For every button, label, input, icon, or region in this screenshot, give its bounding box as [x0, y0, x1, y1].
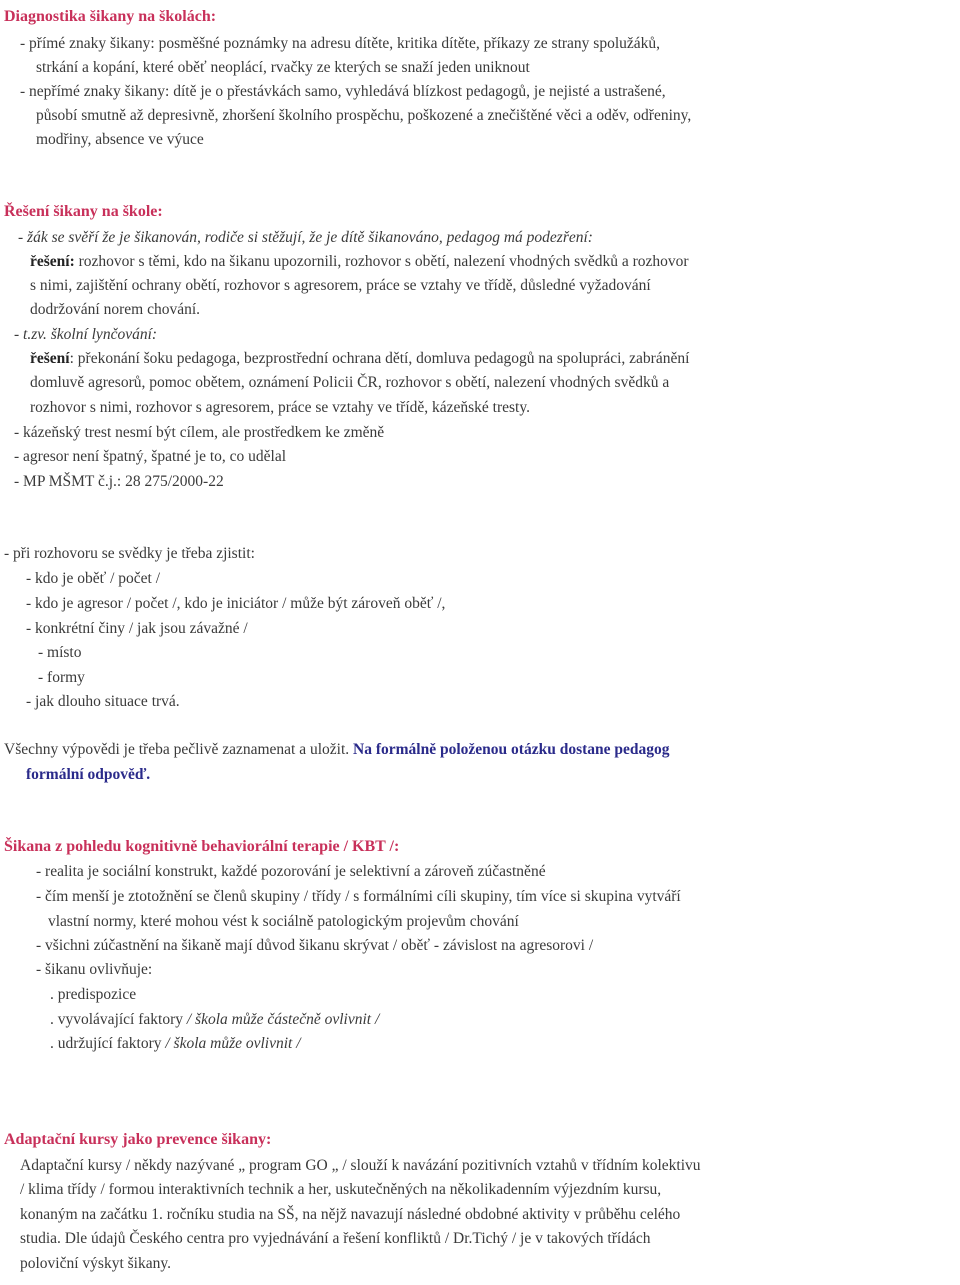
italic-note: / škola může ovlivnit / — [165, 1035, 301, 1052]
list-item: - konkrétní činy / jak jsou závažné / — [26, 620, 248, 637]
list-item: . predispozice — [50, 986, 137, 1003]
text-span: Všechny výpovědi je třeba pečlivě zaznamenat a uložit. — [4, 741, 354, 758]
list-item — [50, 1010, 379, 1030]
text-span: . vyvolávající faktory — [50, 1011, 187, 1028]
text-line: působí smutně až depresivně, zhoršení školního prospěchu, poškozené a znečištěné věci a oděv, odřeniny, — [36, 107, 692, 124]
list-item: - čím menší je ztotožnění se členů skupiny / třídy / s formálními cíli skupiny, tím více si skupina vytváří — [36, 888, 681, 905]
heading-kbt: Šikana z pohledu kognitivně behaviorální terapie / KBT /: — [4, 838, 400, 855]
text-span: : překonání šoku pedagoga, bezprostřední ochrana dětí, domluva pedagogů na spolupráci, zabránění — [69, 350, 690, 367]
text-line — [30, 252, 689, 272]
text-line: dodržování norem chování. — [30, 301, 201, 318]
reseni-label: řešení — [30, 350, 70, 367]
text-line: Adaptační kursy / někdy nazývané „ program GO „ / slouží k navázání pozitivních vztahů v třídním kolektivu — [20, 1157, 701, 1174]
list-item: - místo — [38, 644, 82, 661]
heading-adaptacni: Adaptační kursy jako prevence šikany: — [4, 1131, 272, 1148]
text-line: - přímé znaky šikany: posměšné poznámky na adresu dítěte, kritika dítěte, příkazy ze strany spolužáků, — [20, 35, 661, 52]
text-line: rozhovor s nimi, rozhovor s agresorem, práce se vztahy ve třídě, kázeňské tresty. — [30, 399, 530, 416]
text-line: studia. Dle údajů Českého centra pro vyjednávání a řešení konfliktů / Dr.Tichý / je v takových třídách — [20, 1230, 651, 1247]
text-line: modřiny, absence ve výuce — [36, 131, 204, 148]
text-line: - žák se svěří že je šikanován, rodiče si stěžují, že je dítě šikanováno, pedagog má podezření: — [18, 229, 593, 246]
list-item: - šikanu ovlivňuje: — [36, 961, 153, 978]
text-line: - t.zv. školní lynčování: — [14, 326, 158, 343]
text-line: - kázeňský trest nesmí být cílem, ale prostředkem ke změně — [14, 424, 385, 441]
text-span: rozhovor s těmi, kdo na šikanu upozornili, rozhovor s obětí, nalezení vhodných svědků a rozhovor — [74, 253, 689, 270]
reseni-label: řešení: — [30, 253, 75, 270]
heading-diagnostika: Diagnostika šikany na školách: — [4, 8, 217, 25]
text-span: . udržující faktory — [50, 1035, 166, 1052]
list-item: - realita je sociální konstrukt, každé pozorování je selektivní a zároveň zúčastněné — [36, 863, 546, 880]
highlight-text: Na formálně položenou otázku dostane pedagog — [353, 741, 670, 758]
list-item — [50, 1034, 301, 1054]
list-item: - formy — [38, 669, 85, 686]
text-line: - MP MŠMT č.j.: 28 275/2000-22 — [14, 473, 224, 490]
text-line: - agresor není špatný, špatné je to, co udělal — [14, 448, 287, 465]
text-line: / klima třídy / formou interaktivních technik a her, uskutečněných na několikadenním výjezdním kursu, — [20, 1181, 662, 1198]
list-item: - jak dlouho situace trvá. — [26, 693, 180, 710]
list-item: - kdo je oběť / počet / — [26, 570, 161, 587]
text-line: s nimi, zajištění ochrany obětí, rozhovor s agresorem, práce se vztahy ve třídě, důsledné vyžadování — [30, 277, 651, 294]
text-line: - nepřímé znaky šikany: dítě je o přestávkách samo, vyhledává blízkost pedagogů, je nejisté a ustrašené, — [20, 83, 666, 100]
list-item: - kdo je agresor / počet /, kdo je iniciátor / může být zároveň oběť /, — [26, 595, 446, 612]
heading-reseni: Řešení šikany na škole: — [4, 203, 163, 220]
text-line: strkání a kopání, které oběť neoplácí, rvačky ze kterých se snaží jeden uniknout — [36, 59, 530, 76]
italic-note: / škola může částečně ovlivnit / — [186, 1011, 380, 1028]
text-line: domluvě agresorů, pomoc obětem, oznámení Policii ČR, rozhovor s obětí, nalezení vhodných svědků a — [30, 374, 670, 391]
list-item: - všichni zúčastnění na šikaně mají důvod šikanu skrývat / oběť - závislost na agresorovi / — [36, 937, 594, 954]
text-line: - při rozhovoru se svědky je třeba zjistit: — [4, 545, 255, 562]
text-line — [30, 349, 689, 369]
text-line — [4, 740, 670, 760]
text-line: konaným na začátku 1. ročníku studia na SŠ, na nějž navazují následné obdobné aktivity v průběhu celého — [20, 1206, 681, 1223]
text-line: vlastní normy, které mohou vést k sociálně patologickým projevům chování — [48, 913, 519, 930]
highlight-text: formální odpověď. — [26, 766, 151, 783]
text-line: poloviční výskyt šikany. — [20, 1255, 171, 1272]
